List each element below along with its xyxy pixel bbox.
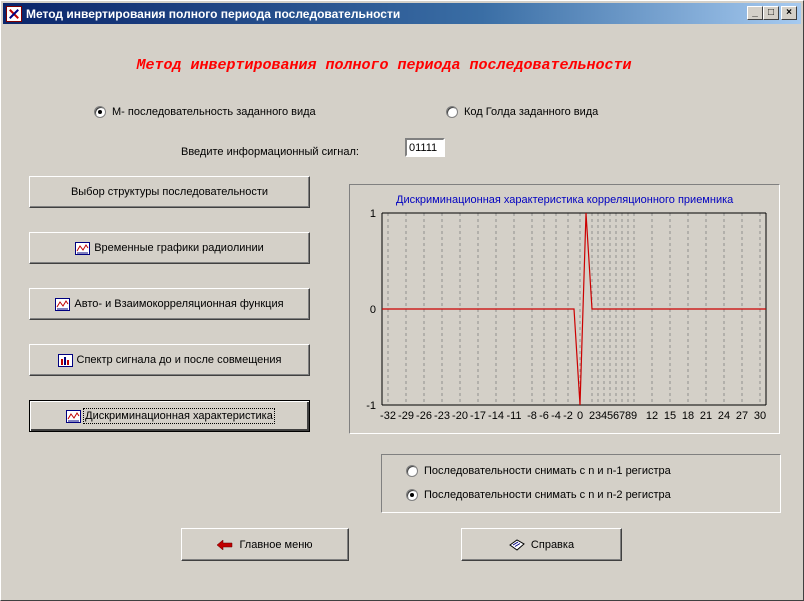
page-heading: Метод инвертирования полного периода последовательности bbox=[136, 57, 632, 74]
radio-register-n-2-label: Последовательности снимать с n и n-2 регистра bbox=[424, 489, 671, 501]
book-icon bbox=[509, 539, 525, 551]
app-icon[interactable] bbox=[6, 6, 22, 22]
x-tick-label: -23 bbox=[434, 410, 450, 422]
chart-icon bbox=[55, 298, 70, 311]
correlation-button[interactable] bbox=[29, 288, 310, 320]
chart-icon bbox=[75, 242, 90, 255]
x-tick-label: -8 bbox=[527, 410, 537, 422]
x-tick-label: -4 bbox=[551, 410, 561, 422]
x-tick-label: 4 bbox=[600, 410, 608, 422]
radio-gold-code-label: Код Голда заданного вида bbox=[464, 106, 599, 118]
window-title: Метод инвертирования полного периода последовательности bbox=[26, 6, 401, 21]
x-tick-label: -2 bbox=[563, 410, 573, 422]
x-tick-label: 27 bbox=[735, 410, 749, 422]
discrimination-label: Дискриминационная характеристика bbox=[85, 410, 273, 422]
minimize-icon: _ bbox=[752, 7, 758, 18]
arrow-left-icon bbox=[217, 540, 233, 550]
x-tick-label: 15 bbox=[663, 410, 677, 422]
time-graphs-label: Временные графики радиолинии bbox=[94, 242, 264, 254]
y-tick-label: -1 bbox=[366, 400, 376, 412]
x-tick-label: 6 bbox=[612, 410, 620, 422]
spectrum-button[interactable] bbox=[29, 344, 310, 376]
radio-register-n-2[interactable] bbox=[406, 489, 671, 501]
minimize-button[interactable] bbox=[747, 6, 763, 20]
radio-m-sequence-indicator[interactable] bbox=[94, 106, 106, 118]
select-structure-label: Выбор структуры последовательности bbox=[70, 186, 269, 198]
x-tick-label: 0 bbox=[576, 410, 584, 422]
x-tick-label: 7 bbox=[618, 410, 626, 422]
select-structure-button[interactable] bbox=[29, 176, 310, 208]
x-tick-label: 12 bbox=[645, 410, 659, 422]
x-tick-label: 2 bbox=[588, 410, 596, 422]
info-signal-input[interactable] bbox=[405, 138, 445, 157]
time-graphs-button[interactable] bbox=[29, 232, 310, 264]
x-tick-label: 30 bbox=[753, 410, 767, 422]
x-tick-label: 5 bbox=[606, 410, 614, 422]
x-tick-label: -20 bbox=[452, 410, 468, 422]
maximize-button[interactable] bbox=[763, 6, 779, 20]
help-button[interactable] bbox=[461, 528, 622, 561]
x-tick-label: 24 bbox=[717, 410, 731, 422]
discrimination-button[interactable] bbox=[29, 400, 310, 432]
main-menu-label: Главное меню bbox=[239, 538, 313, 551]
close-button[interactable] bbox=[781, 6, 797, 20]
register-options-group bbox=[381, 454, 781, 513]
chart-icon bbox=[66, 410, 81, 423]
x-tick-label: -17 bbox=[470, 410, 486, 422]
radio-register-n-2-indicator[interactable] bbox=[406, 489, 418, 501]
help-label: Справка bbox=[530, 538, 575, 551]
radio-m-sequence[interactable] bbox=[94, 106, 316, 118]
correlation-label: Авто- и Взаимокорреляционная функция bbox=[74, 298, 284, 310]
x-tick-label: -29 bbox=[398, 410, 414, 422]
x-tick-label: -32 bbox=[380, 410, 396, 422]
discrimination-chart bbox=[349, 184, 780, 434]
radio-register-n-1-indicator[interactable] bbox=[406, 465, 418, 477]
x-tick-label: 3 bbox=[594, 410, 602, 422]
x-tick-label: 21 bbox=[699, 410, 713, 422]
spectrum-label: Спектр сигнала до и после совмещения bbox=[76, 354, 282, 366]
radio-register-n-1-label: Последовательности снимать с n и n-1 регистра bbox=[424, 465, 671, 477]
x-tick-label: -11 bbox=[506, 410, 522, 422]
radio-register-n-1[interactable] bbox=[406, 465, 671, 477]
x-tick-label: 9 bbox=[630, 410, 638, 422]
radio-m-sequence-label: М- последовательность заданного вида bbox=[112, 106, 316, 118]
maximize-icon: □ bbox=[767, 7, 775, 18]
x-tick-label: 8 bbox=[624, 410, 632, 422]
y-tick-label: 1 bbox=[369, 208, 376, 220]
info-signal-label: Введите информационный сигнал: bbox=[181, 146, 359, 158]
x-tick-label: -6 bbox=[539, 410, 549, 422]
window-controls bbox=[747, 6, 797, 20]
x-tick-label: -26 bbox=[416, 410, 432, 422]
spectrum-icon bbox=[58, 354, 73, 367]
close-icon: × bbox=[786, 7, 792, 18]
radio-gold-code-indicator[interactable] bbox=[446, 106, 458, 118]
title-bar[interactable] bbox=[3, 3, 801, 24]
x-tick-label: -14 bbox=[488, 410, 504, 422]
y-tick-label: 0 bbox=[369, 304, 376, 316]
radio-gold-code[interactable] bbox=[446, 106, 598, 118]
main-menu-button[interactable] bbox=[181, 528, 349, 561]
chart-title: Дискриминационная характеристика корреляционного приемника bbox=[396, 194, 734, 206]
x-tick-label: 18 bbox=[681, 410, 695, 422]
